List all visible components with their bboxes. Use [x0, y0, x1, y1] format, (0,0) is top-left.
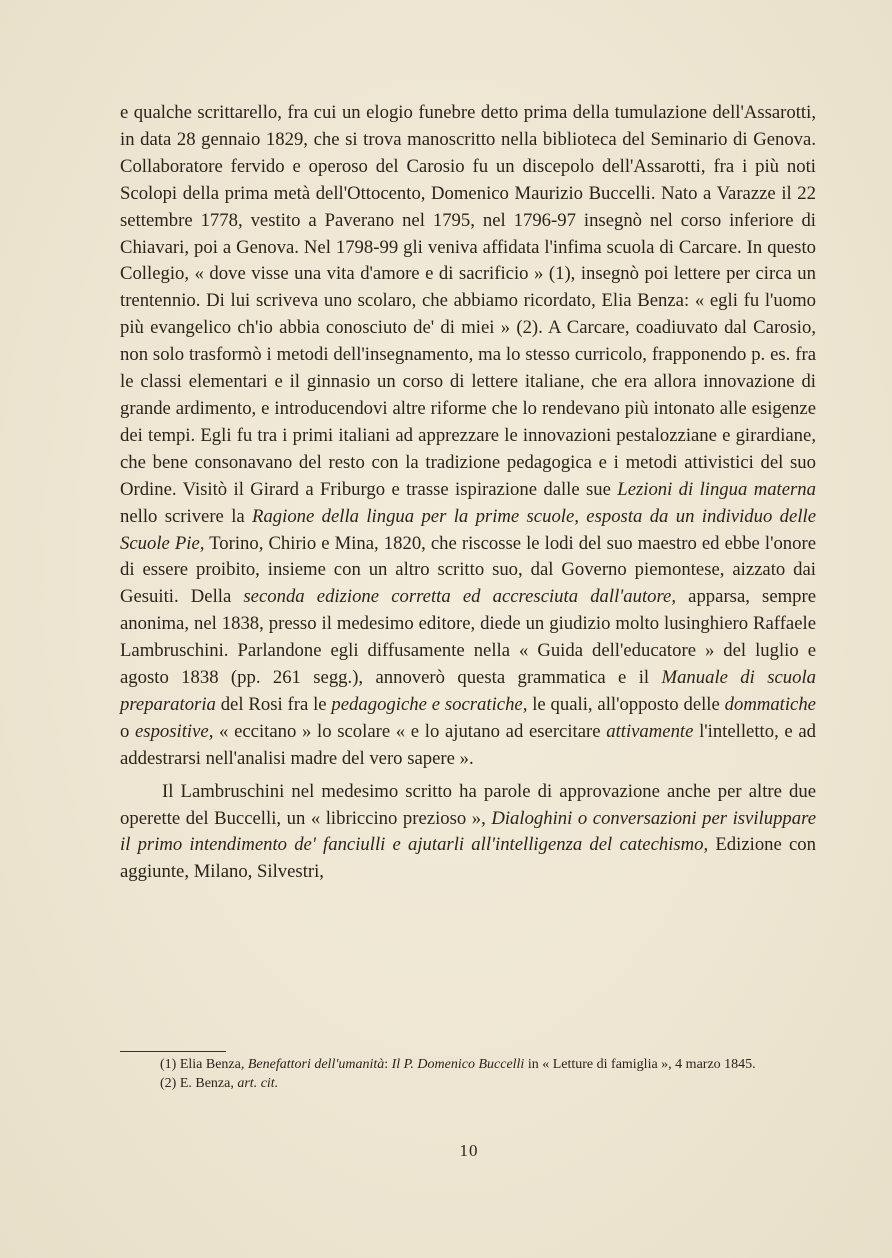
text-segment: l'intelletto, e ad addestrarsi nell'analisi madre del vero sapere ».	[120, 720, 817, 769]
text-segment: Edizione con aggiunte, Milano, Silvestri,	[120, 834, 816, 883]
italic-text-segment: Dialoghini o conversazioni per isviluppare il primo intendimento de' fanciulli e ajutarli all'intelligenza del catechismo,	[120, 807, 816, 856]
italic-text-segment: art. cit.	[237, 1075, 279, 1091]
text-segment: e qualche scrittarello, fra cui un elogio funebre detto prima della tumulazione dell'Assarotti, in data 28 gennaio 1829, che si trova manoscritto nella biblioteca del Seminario di Genova. Collaboratore fervido e operoso del Carosio fu un discepolo dell'Assarotti, fra i più noti Scolopi della prima metà dell'Ottocento, Domenico Maurizio Buccelli. Nato a Varazze il 22 settembre 1778, vestito a Paverano nel 1795, nel 1796-97 insegnò nel corso inferiore di Chiavari, poi a Genova. Nel 1798-99 gli veniva affidata l'infima scuola di Carcare. In questo Collegio, « dove visse una vita d'amore e di sacrificio » (1), insegnò poi lettere per circa un trentennio. Di lui scriveva uno scolaro, che abbiamo ricordato, Elia Benza: « egli fu l'uomo più evangelico ch'io abbia conosciuto de' di miei » (2). A Carcare, coadiuvato dal Carosio, non solo trasformò i metodi dell'insegnamento, ma lo stesso curricolo, frapponendo p. es. fra le classi elementari e il ginnasio un corso di lettere italiane, che era allora innovazione di grande ardimento, e introducendovi altre riforme che lo rendevano più intonato alle esigenze dei tempi. Egli fu tra i primi italiani ad apprezzare le innovazioni pestalozziane e girardiane, che bene consonavano del resto con la tradizione pedagogica e i metodi attivistici del suo Ordine. Visitò il Girard a Friburgo e trasse ispirazione dalle sue	[120, 102, 816, 500]
italic-text-segment: espositive,	[135, 720, 214, 742]
italic-text-segment: dommatiche	[724, 693, 816, 715]
text-segment: le quali, all'opposto delle	[527, 693, 725, 715]
italic-text-segment: seconda edizione corretta ed accresciuta dall'autore,	[243, 586, 677, 608]
text-segment: o	[120, 720, 136, 742]
text-segment: :	[384, 1057, 392, 1072]
footnote-1	[120, 1056, 816, 1075]
body-text	[120, 100, 816, 886]
paragraph-2	[120, 779, 816, 887]
footnotes	[120, 1056, 816, 1093]
paragraph-1	[120, 100, 816, 773]
italic-text-segment: attivamente	[606, 720, 694, 742]
text-segment: in « Letture di famiglia », 4 marzo 1845.	[524, 1057, 756, 1072]
footnote-2	[120, 1075, 816, 1094]
text-segment: Torino, Chirio e Mina, 1820, che riscosse le lodi del suo maestro ed ebbe l'onore di essere proibito, insieme con un altro scritto suo, dal Governo piemontese, aizzato dai Gesuiti. Della	[120, 532, 817, 608]
text-segment: nello scrivere la	[120, 505, 253, 527]
text-segment: Il Lambruschini nel medesimo scritto ha parole di approvazione anche per altre due operette del Buccelli, un « libriccino prezioso »,	[120, 780, 816, 829]
text-segment: (2) E. Benza,	[160, 1075, 238, 1091]
italic-text-segment: Il P. Domenico Buccelli	[391, 1057, 525, 1072]
italic-text-segment: Manuale di scuola preparatoria	[120, 667, 817, 715]
italic-text-segment: pedagogiche e socratiche,	[331, 693, 528, 715]
text-segment: « eccitano » lo scolare « e lo ajutano ad esercitare	[213, 720, 607, 742]
text-segment: apparsa, sempre anonima, nel 1838, presso il medesimo editore, diede un giudizio molto lusinghiero Raffaele Lambruschini. Parlandone egli diffusamente nella « Guida dell'educatore » del luglio e agosto 1838 (pp. 261 segg.), annoverò questa grammatica e il	[120, 586, 817, 689]
page-number: 10	[459, 1141, 479, 1160]
italic-text-segment: Lezioni di lingua materna	[617, 478, 816, 500]
italic-text-segment: Benefattori dell'umanità	[247, 1057, 385, 1072]
text-segment: del Rosi fra le	[215, 693, 332, 715]
text-segment: (1) Elia Benza,	[160, 1057, 248, 1072]
footnote-separator	[120, 1051, 226, 1052]
italic-text-segment: Ragione della lingua per la prime scuole, esposta da un individuo delle Scuole Pie,	[120, 505, 817, 554]
